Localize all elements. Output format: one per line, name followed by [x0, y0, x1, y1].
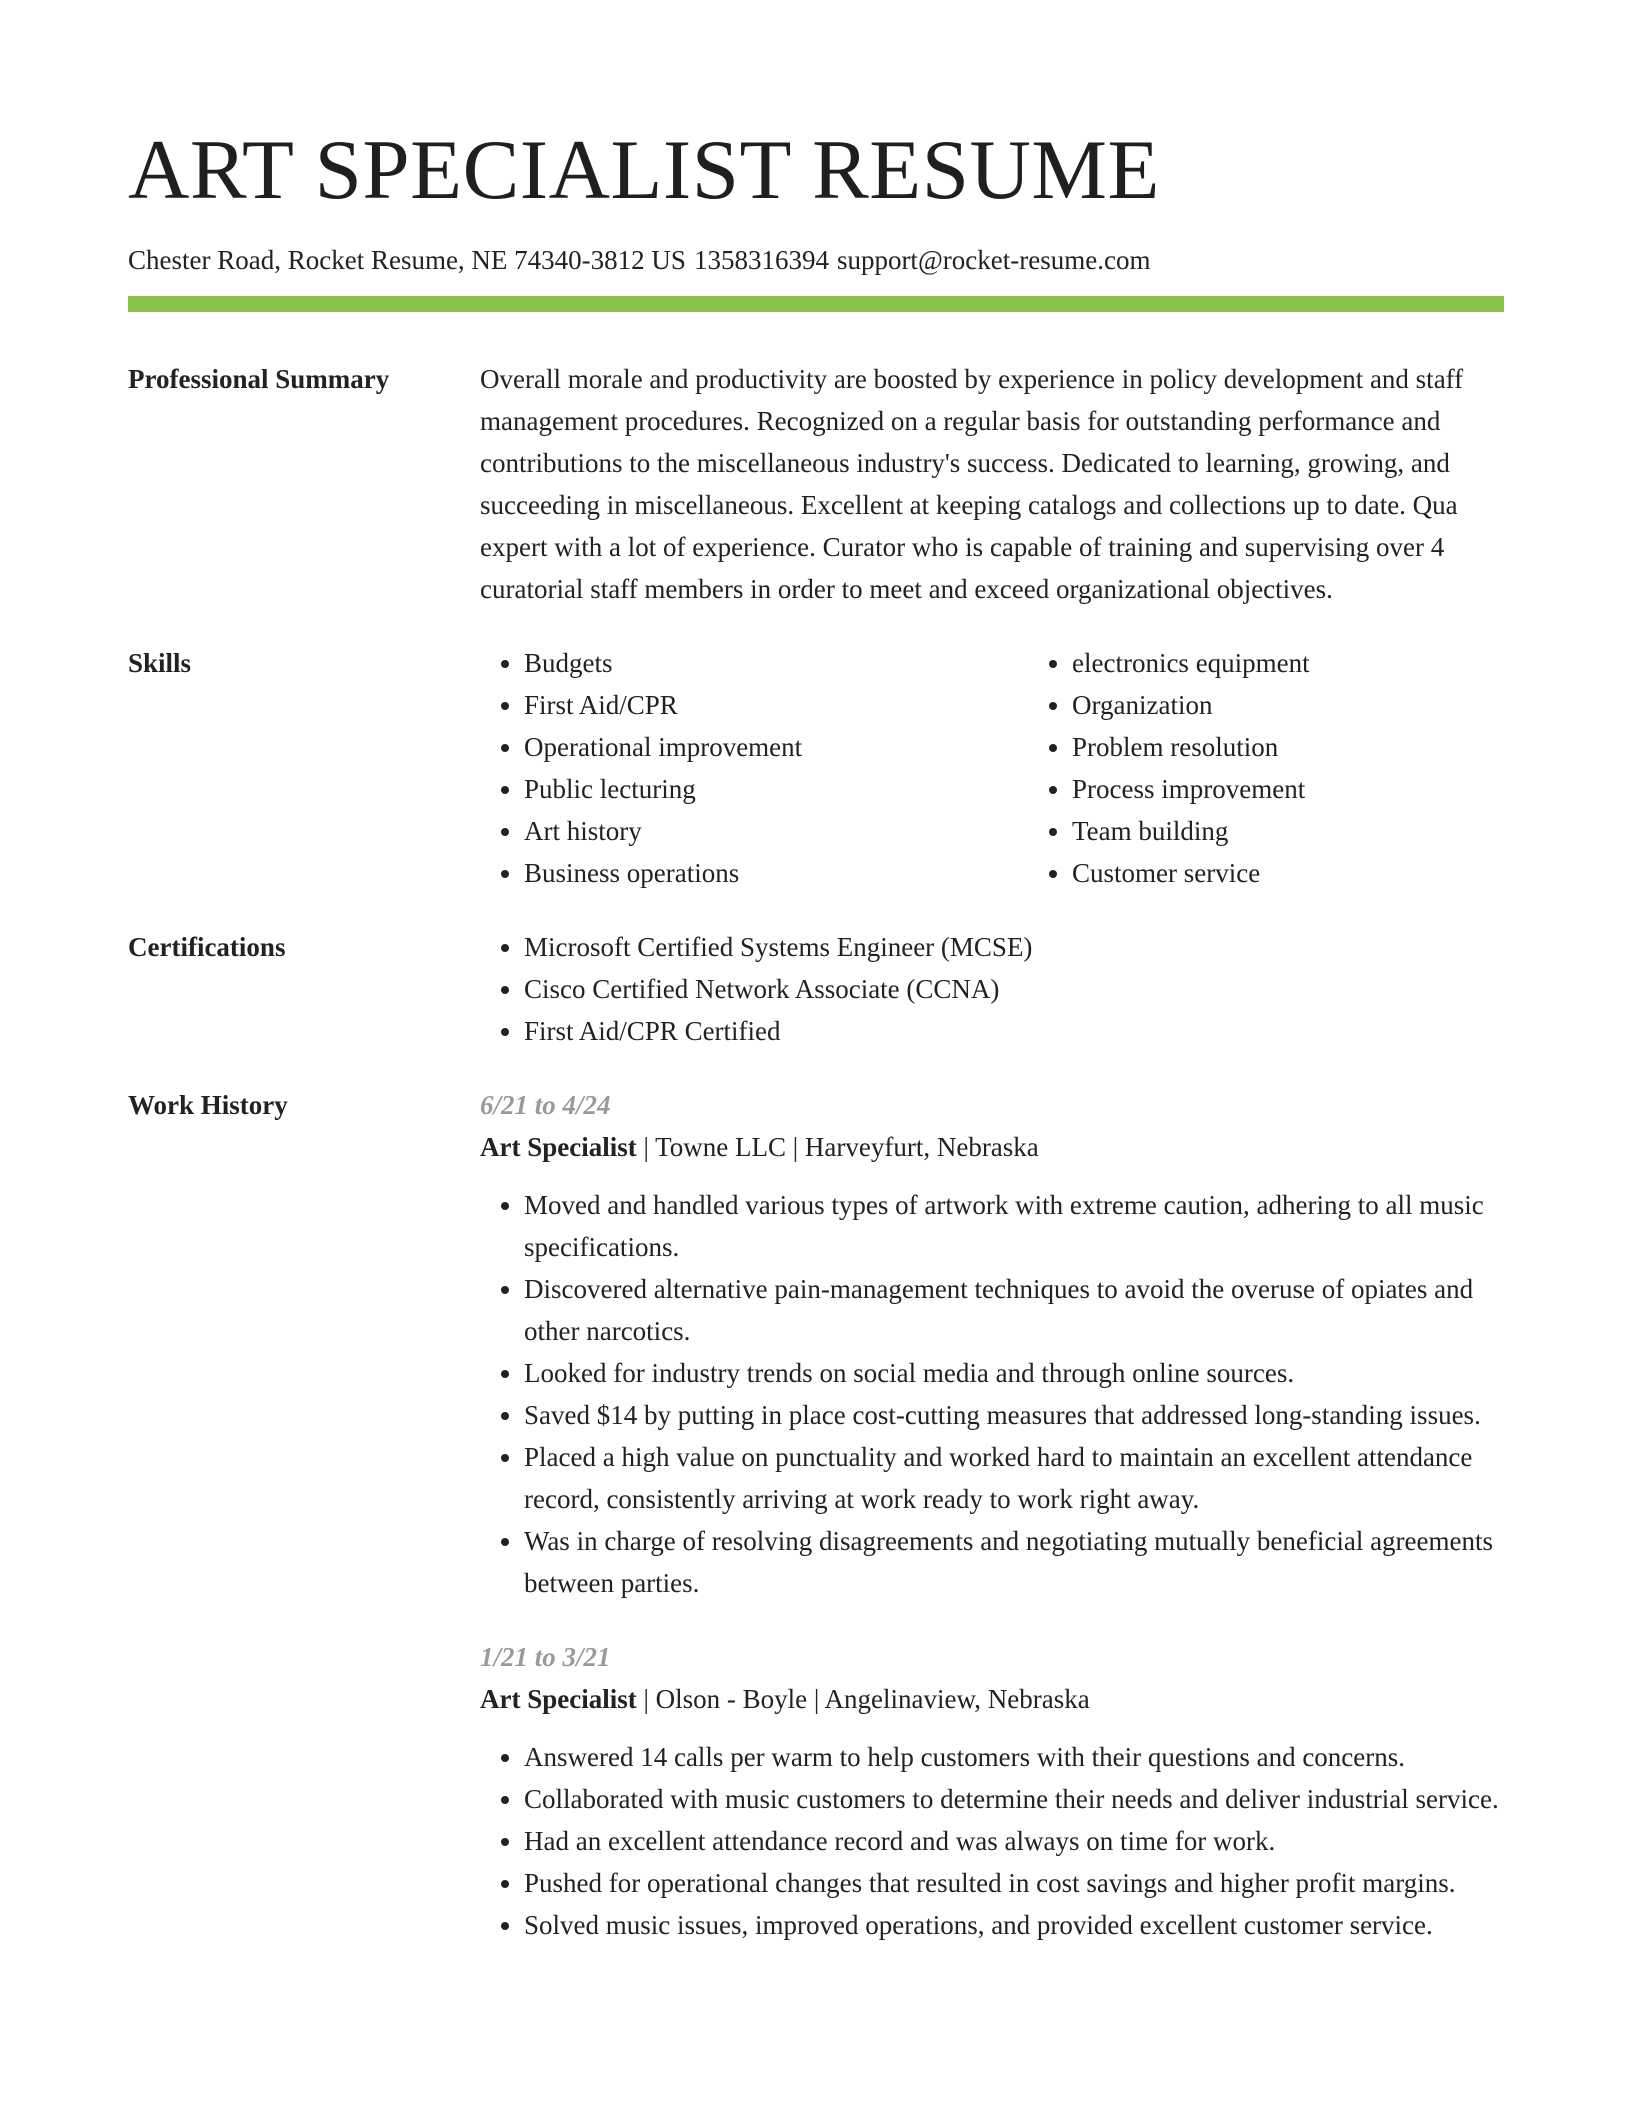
skill-item: • electronics equipment	[1072, 642, 1576, 684]
certifications-section	[128, 926, 1504, 1052]
skills-section	[128, 642, 1504, 894]
job-duties-list	[480, 1736, 1504, 1946]
certification-item: • Cisco Certified Network Associate (CCNA)	[524, 968, 1504, 1010]
job-duty-item: • Looked for industry trends on social media and through online sources.	[524, 1352, 1504, 1394]
job-dates: 1/21 to 3/21	[480, 1642, 611, 1672]
contact-email: support@rocket-resume.com	[836, 245, 1151, 275]
summary-body	[480, 358, 1504, 610]
job-duty-item: • Was in charge of resolving disagreements and negotiating mutually beneficial agreements between parties.	[524, 1520, 1504, 1604]
skill-item: • Public lecturing	[524, 768, 1028, 810]
skill-item: • Operational improvement	[524, 726, 1028, 768]
work-history-label: Work History	[128, 1090, 288, 1120]
summary-label: Professional Summary	[128, 364, 390, 394]
job-duty-item: • Collaborated with music customers to determine their needs and deliver industrial service.	[524, 1778, 1504, 1820]
skills-label: Skills	[128, 648, 192, 678]
work-history-section	[128, 1084, 1504, 1946]
job-duty-item: • Moved and handled various types of artwork with extreme caution, adhering to all music specifications.	[524, 1184, 1504, 1268]
resume-title: ART SPECIALIST RESUME	[128, 123, 1160, 217]
job-title: Art Specialist	[480, 1684, 637, 1714]
job-duty-item: • Solved music issues, improved operations, and provided excellent customer service.	[524, 1904, 1504, 1946]
contact-phone: 1358316394	[693, 245, 829, 275]
header-divider	[128, 296, 1504, 312]
job-duty-item: • Saved $14 by putting in place cost-cutting measures that addressed long-standing issues.	[524, 1394, 1504, 1436]
work-history-body	[480, 1084, 1504, 1946]
certifications-label: Certifications	[128, 932, 286, 962]
skill-item: • Customer service	[1072, 852, 1576, 894]
certification-item: • Microsoft Certified Systems Engineer (MCSE)	[524, 926, 1504, 968]
job-duty-item: • Answered 14 calls per warm to help customers with their questions and concerns.	[524, 1736, 1504, 1778]
skill-item: • Organization	[1072, 684, 1576, 726]
job-title-line	[480, 1678, 1504, 1720]
job-employer-location: | Olson - Boyle | Angelinaview, Nebraska	[636, 1684, 1090, 1714]
job-dates: 6/21 to 4/24	[480, 1090, 611, 1120]
summary-text: Overall morale and productivity are boosted by experience in policy development and staff management procedures. Recognized on a regular basis for outstanding performance and contributions to the miscellaneous industry's success. Dedicated to learning, growing, and succeeding in miscellaneous. Excellent at keeping catalogs and collections up to date. Qua expert with a lot of experience. Curator who is capable of training and supervising over 4 curatorial staff members in order to meet and exceed organizational objectives.	[480, 364, 1464, 604]
summary-section	[128, 358, 1504, 610]
contact-line	[128, 242, 1504, 278]
job-duties-list	[480, 1184, 1504, 1604]
job-entry	[480, 1084, 1504, 1604]
certifications-body	[480, 926, 1504, 1052]
job-employer-location: | Towne LLC | Harveyfurt, Nebraska	[636, 1132, 1039, 1162]
job-duty-item: • Discovered alternative pain-management techniques to avoid the overuse of opiates and other narcotics.	[524, 1268, 1504, 1352]
job-title: Art Specialist	[480, 1132, 637, 1162]
skills-body	[480, 642, 1576, 894]
job-duty-item: • Placed a high value on punctuality and worked hard to maintain an excellent attendance record, consistently arriving at work ready to work right away.	[524, 1436, 1504, 1520]
skill-item: • Process improvement	[1072, 768, 1576, 810]
skill-item: • Problem resolution	[1072, 726, 1576, 768]
contact-address: Chester Road, Rocket Resume, NE 74340-3812 US	[128, 245, 686, 275]
job-title-line	[480, 1126, 1504, 1168]
skills-list-right	[1028, 642, 1576, 894]
skill-item: • Art history	[524, 810, 1028, 852]
skills-list-left	[480, 642, 1028, 894]
skill-item: • First Aid/CPR	[524, 684, 1028, 726]
certifications-list	[480, 926, 1504, 1052]
certification-item: • First Aid/CPR Certified	[524, 1010, 1504, 1052]
skill-item: • Budgets	[524, 642, 1028, 684]
skill-item: • Team building	[1072, 810, 1576, 852]
job-entry	[480, 1636, 1504, 1946]
skill-item: • Business operations	[524, 852, 1028, 894]
job-duty-item: • Pushed for operational changes that resulted in cost savings and higher profit margins.	[524, 1862, 1504, 1904]
job-duty-item: • Had an excellent attendance record and was always on time for work.	[524, 1820, 1504, 1862]
